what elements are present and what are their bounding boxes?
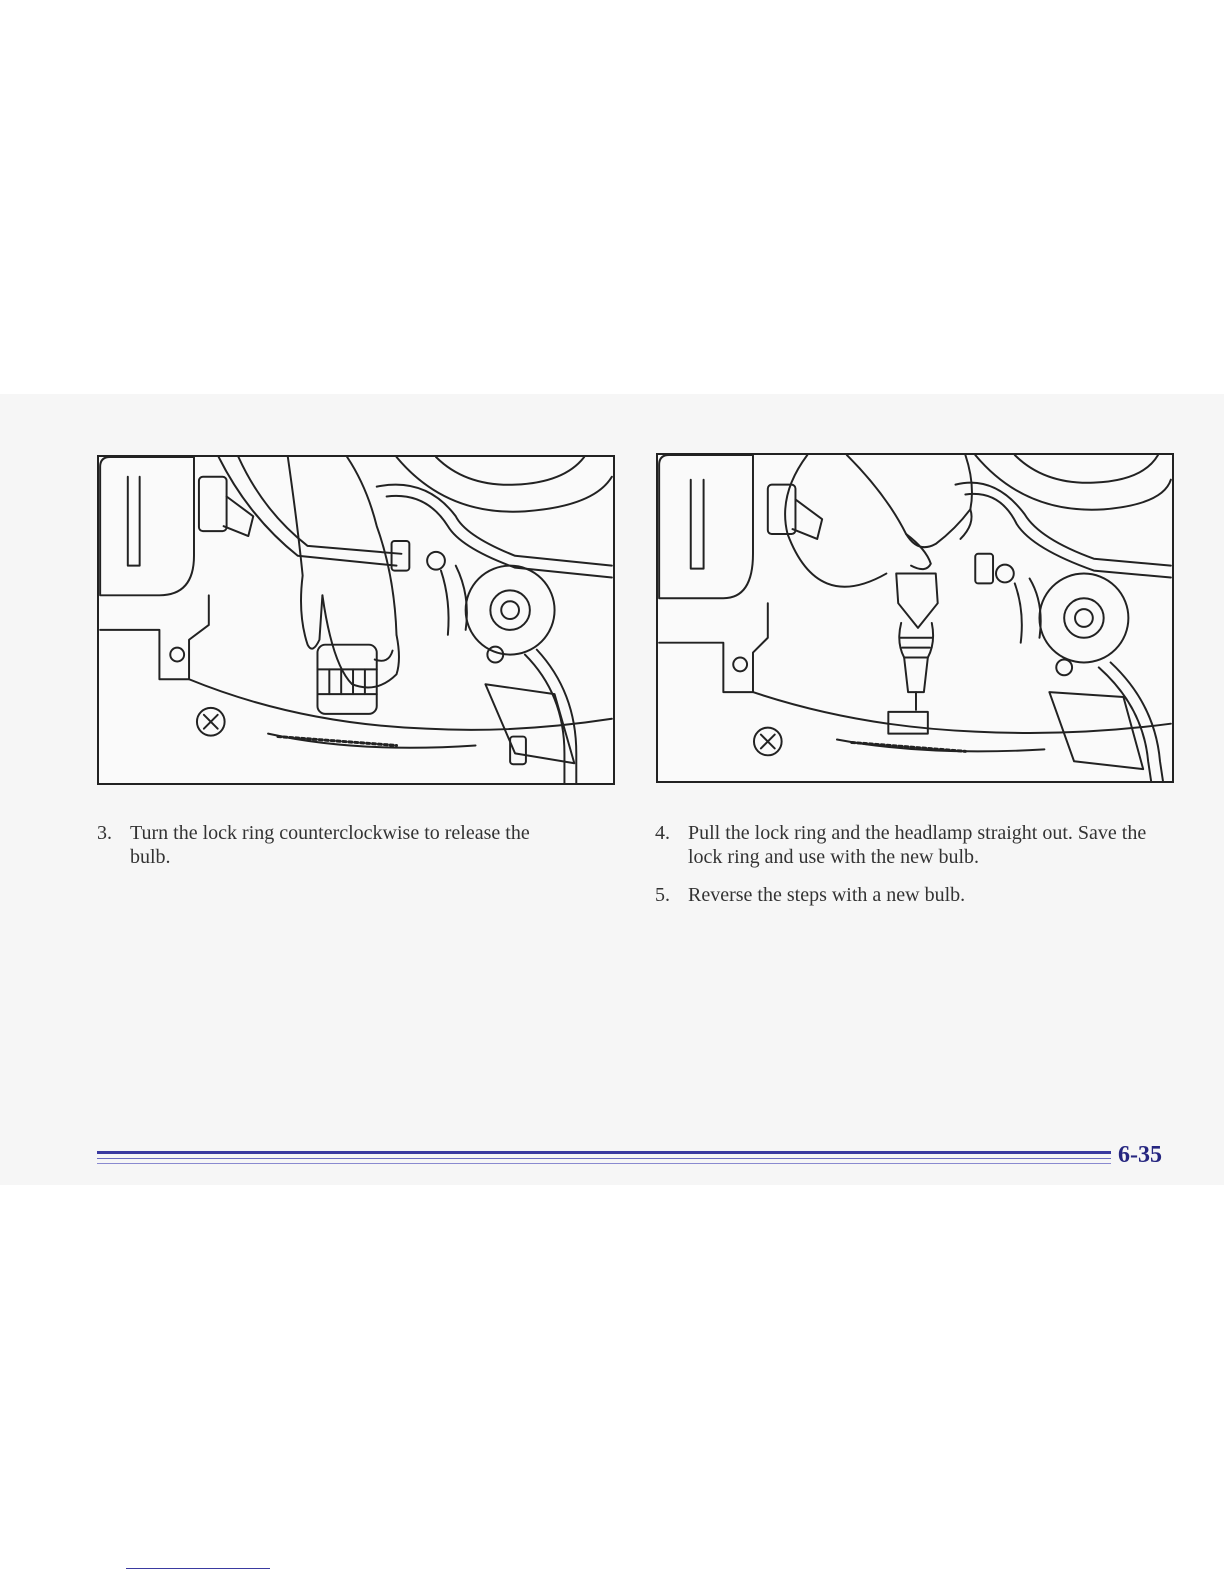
step-text: Turn the lock ring counterclockwise to release the bulb. xyxy=(130,822,530,868)
bottom-rule xyxy=(126,1568,270,1569)
footer-rule xyxy=(97,1151,1111,1154)
step-number: 4. xyxy=(655,822,670,844)
step-item xyxy=(655,883,1155,907)
step-item xyxy=(655,821,1155,869)
step-number: 5. xyxy=(655,884,670,906)
step-text: Reverse the steps with a new bulb. xyxy=(688,884,966,906)
page-number: 6-35 xyxy=(1118,1142,1162,1168)
illustration-pull-headlamp xyxy=(656,453,1174,783)
footer-rule xyxy=(97,1163,1111,1164)
steps-right-column xyxy=(655,821,1155,921)
step-text: Pull the lock ring and the headlamp straight out. Save the lock ring and use with the new bulb. xyxy=(688,822,1147,868)
steps-left-column xyxy=(97,821,567,883)
illustration-turn-lock-ring xyxy=(97,455,615,785)
step-item xyxy=(97,821,567,869)
step-number: 3. xyxy=(97,822,112,844)
footer-rule xyxy=(97,1158,1111,1159)
